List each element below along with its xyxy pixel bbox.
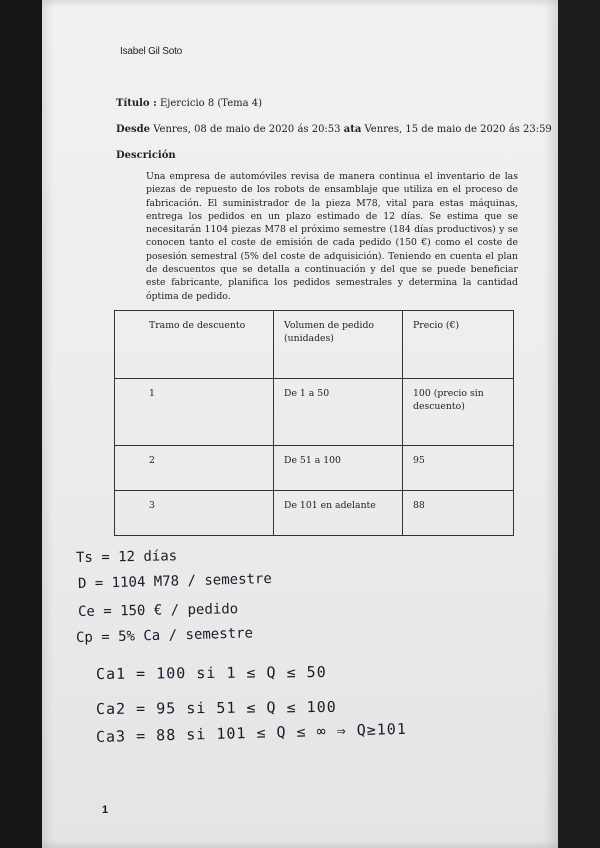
- handwritten-demand: D = 1104 M78 / semestre: [77, 570, 273, 592]
- title-line: [116, 98, 262, 109]
- header-volumen: Volumen de pedido (unidades): [274, 311, 403, 379]
- discount-table: [114, 310, 514, 536]
- table-row: [115, 446, 514, 491]
- dates-from-value: Venres, 08 de maio de 2020 ás 20:53: [153, 124, 341, 135]
- dates-line: [116, 124, 552, 135]
- table-row: [115, 491, 514, 536]
- title-label: Título :: [116, 98, 157, 109]
- description-label: Descrición: [116, 150, 176, 161]
- table-cell: De 51 a 100: [274, 446, 403, 491]
- handwritten-ts: Ts = 12 días: [75, 548, 178, 566]
- handwritten-ca2: Ca2 = 95 si 51 ≤ Q ≤ 100: [95, 697, 337, 718]
- page-number: 1: [102, 804, 109, 816]
- dates-to-label: ata: [343, 124, 362, 135]
- handwritten-ce: Ce = 150 € / pedido: [77, 601, 239, 620]
- header-precio: Precio (€): [403, 311, 514, 379]
- table-cell: 95: [403, 446, 514, 491]
- table-row: [115, 378, 514, 446]
- table-cell: De 101 en adelante: [274, 491, 403, 536]
- paper-sheet: [42, 0, 558, 848]
- handwritten-ca3: Ca3 = 88 si 101 ≤ Q ≤ ∞ ⇒ Q≥101: [95, 719, 408, 746]
- table-cell: 100 (precio sin descuento): [403, 378, 514, 446]
- table-cell: De 1 a 50: [274, 378, 403, 446]
- table-cell: 1: [115, 378, 274, 446]
- handwritten-cp: Cp = 5% Ca / semestre: [75, 625, 254, 646]
- header-tramo: Tramo de descuento: [115, 311, 274, 379]
- table-cell: 88: [403, 491, 514, 536]
- table-cell: 2: [115, 446, 274, 491]
- handwritten-ca1: Ca1 = 100 si 1 ≤ Q ≤ 50: [95, 662, 327, 683]
- dates-to-value: Venres, 15 de maio de 2020 ás 23:59: [364, 124, 552, 135]
- description-text: Una empresa de automóviles revisa de manera continua el inventario de las piezas de repuesto de los robots de ensamblaje que utiliza en el proceso de fabricación. El suministrador de la pieza M78, vital para estas máquinas, entrega los pedidos en un plazo estimado de 12 días. Se estima que se necesitarán 1104 piezas M78 el próximo semestre (184 días productivos) y se conocen tanto el coste de emisión de cada pedido (150 €) como el coste de posesión semestral (5% del coste de adquisición). Teniendo en cuenta el plan de descuentos que se detalla a continuación y del que se puede beneficiar este fabricante, planifica los pedidos semestrales y determina la cantidad óptima de pedido.: [146, 171, 518, 302]
- table-cell: 3: [115, 491, 274, 536]
- author-name: Isabel Gil Soto: [120, 46, 183, 57]
- table-header-row: [115, 311, 514, 379]
- scan-border-left: [0, 0, 42, 848]
- title-value: Ejercicio 8 (Tema 4): [159, 98, 263, 109]
- dates-from-label: Desde: [116, 124, 151, 135]
- scan-border-right: [558, 0, 600, 848]
